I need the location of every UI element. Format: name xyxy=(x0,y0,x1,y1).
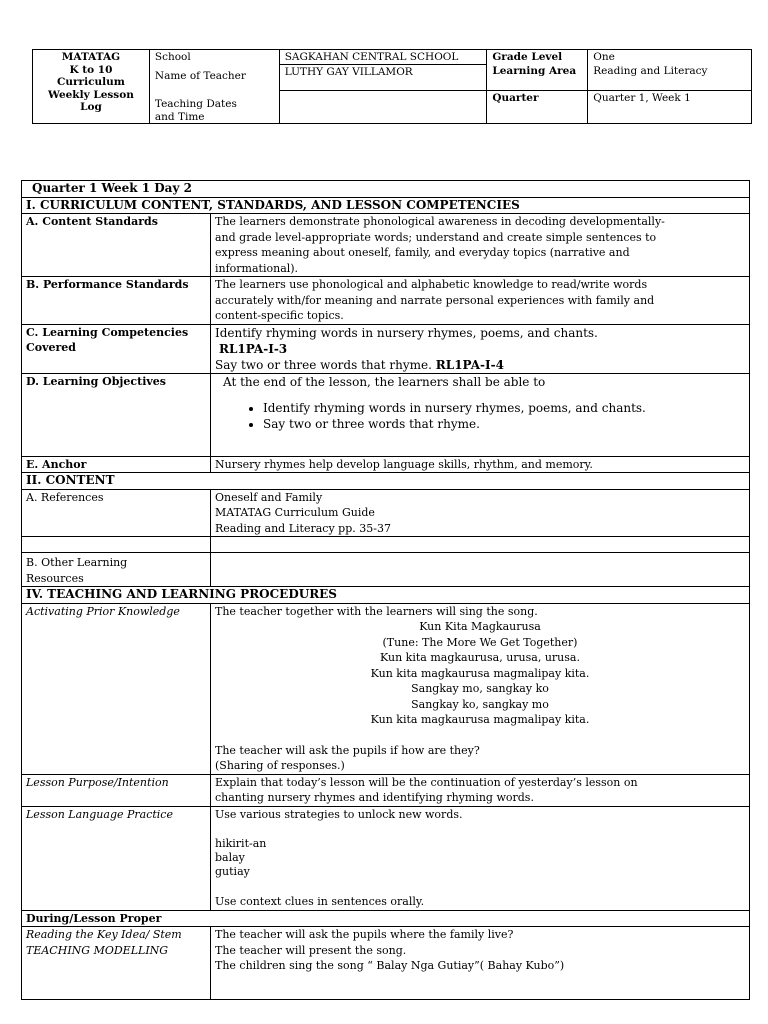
header-table xyxy=(32,49,752,124)
grade-value: One xyxy=(588,50,752,65)
objective-item: • Identify rhyming words in nursery rhymes, poems, and chants. xyxy=(263,400,745,416)
lesson-table xyxy=(21,180,750,1000)
section-content: II. CONTENT xyxy=(22,473,750,490)
day-title: Quarter 1 Week 1 Day 2 xyxy=(22,181,750,198)
references-text: Oneself and Family MATATAG Curriculum Guide Reading and Literacy pp. 35-37 xyxy=(211,489,750,537)
area-label: Learning Area xyxy=(487,64,588,90)
competencies-text: Identify rhyming words in nursery rhymes, poems, and chants. RL1PA-I-3 Say two or three words that rhyme. RL1PA-I-4 xyxy=(211,324,750,373)
empty-row xyxy=(22,537,750,553)
content-standards-label: A. Content Standards xyxy=(22,214,211,277)
anchor-text: Nursery rhymes help develop language skills, rhythm, and memory. xyxy=(211,456,750,473)
section-procedures: IV. TEACHING AND LEARNING PROCEDURES xyxy=(22,587,750,604)
purpose-label: Lesson Purpose/Intention xyxy=(22,774,211,806)
objectives-text: At the end of the lesson, the learners shall be able to • Identify rhyming words in nursery rhymes, poems, and chants. • Say two or three words that rhyme. xyxy=(211,373,750,456)
song-lyrics: Kun Kita Magkaurusa (Tune: The More We Get Together) Kun kita magkaurusa, urusa, urusa. Kun kita magkaurusa magmalipay kita. Sangkay mo, sangkay ko Sangkay ko, sangkay mo Kun kita magkaurusa magmalipay kita. xyxy=(370,620,590,726)
anchor-row xyxy=(22,456,750,473)
teacher-value: LUTHY GAY VILLAMOR xyxy=(279,64,487,90)
language-practice-row xyxy=(22,806,750,910)
other-resources-label: B. Other Learning Resources xyxy=(22,553,211,587)
dates-value xyxy=(279,90,487,124)
prior-knowledge-row xyxy=(22,603,750,774)
key-idea-text: The teacher will ask the pupils where the family live? The teacher will present the song. The children sing the song “ Balay Nga Gutiay”( Bahay Kubo”) xyxy=(211,927,750,1000)
competencies-row xyxy=(22,324,750,373)
objectives-label: D. Learning Objectives xyxy=(22,373,211,456)
prior-knowledge-label: Activating Prior Knowledge xyxy=(22,603,211,774)
teacher-label: Name of Teacher xyxy=(149,64,279,90)
key-idea-row xyxy=(22,927,750,1000)
performance-standards-row xyxy=(22,277,750,325)
competencies-label: C. Learning Competencies Covered xyxy=(22,324,211,373)
during-lesson-label: During/Lesson Proper xyxy=(22,910,750,927)
objectives-list xyxy=(215,400,745,432)
language-practice-label: Lesson Language Practice xyxy=(22,806,211,910)
language-practice-text: Use various strategies to unlock new words. hikirit-an balay gutiay Use context clues in sentences orally. xyxy=(211,806,750,910)
quarter-label: Quarter xyxy=(487,90,588,124)
anchor-label: E. Anchor xyxy=(22,456,211,473)
references-label: A. References xyxy=(22,489,211,537)
school-value: SAGKAHAN CENTRAL SCHOOL xyxy=(279,50,487,65)
purpose-text: Explain that today’s lesson will be the continuation of yesterday’s lesson on chanting nursery rhymes and identifying rhyming words. xyxy=(211,774,750,806)
key-idea-label: Reading the Key Idea/ Stem TEACHING MODELLING xyxy=(22,927,211,1000)
quarter-value: Quarter 1, Week 1 xyxy=(588,90,752,124)
purpose-row xyxy=(22,774,750,806)
performance-standards-text: The learners use phonological and alphabetic knowledge to read/write words accurately with/for meaning and narrate personal experiences with family and content-specific topics. xyxy=(211,277,750,325)
prior-knowledge-text: The teacher together with the learners will sing the song. Kun Kita Magkaurusa (Tune: The More We Get Together) Kun kita magkaurusa, urusa, urusa. Kun kita magkaurusa magmalipay kita. Sangkay mo, sangkay ko Sangkay ko, sangkay mo Kun kita magkaurusa magmalipay kita. The teacher will ask the pupils if how are they? (Sharing of responses.) xyxy=(211,603,750,774)
area-value: Reading and Literacy xyxy=(588,64,752,90)
content-standards-row xyxy=(22,214,750,277)
performance-standards-label: B. Performance Standards xyxy=(22,277,211,325)
section-curriculum-content: I. CURRICULUM CONTENT, STANDARDS, AND LESSON COMPETENCIES xyxy=(22,197,750,214)
content-standards-text: The learners demonstrate phonological awareness in decoding developmentally- and grade level-appropriate words; understand and create simple sentences to express meaning about oneself, family, and everyday topics (narrative and informational). xyxy=(211,214,750,277)
grade-label: Grade Level xyxy=(487,50,588,65)
school-label: School xyxy=(149,50,279,65)
objective-item: • Say two or three words that rhyme. xyxy=(263,416,745,432)
references-row xyxy=(22,489,750,537)
other-resources-text xyxy=(211,553,750,587)
other-resources-row xyxy=(22,553,750,587)
dates-label: Teaching Dates and Time xyxy=(149,90,279,124)
curriculum-label: MATATAG K to 10 Curriculum Weekly Lesson Log xyxy=(33,50,150,124)
objectives-row xyxy=(22,373,750,456)
